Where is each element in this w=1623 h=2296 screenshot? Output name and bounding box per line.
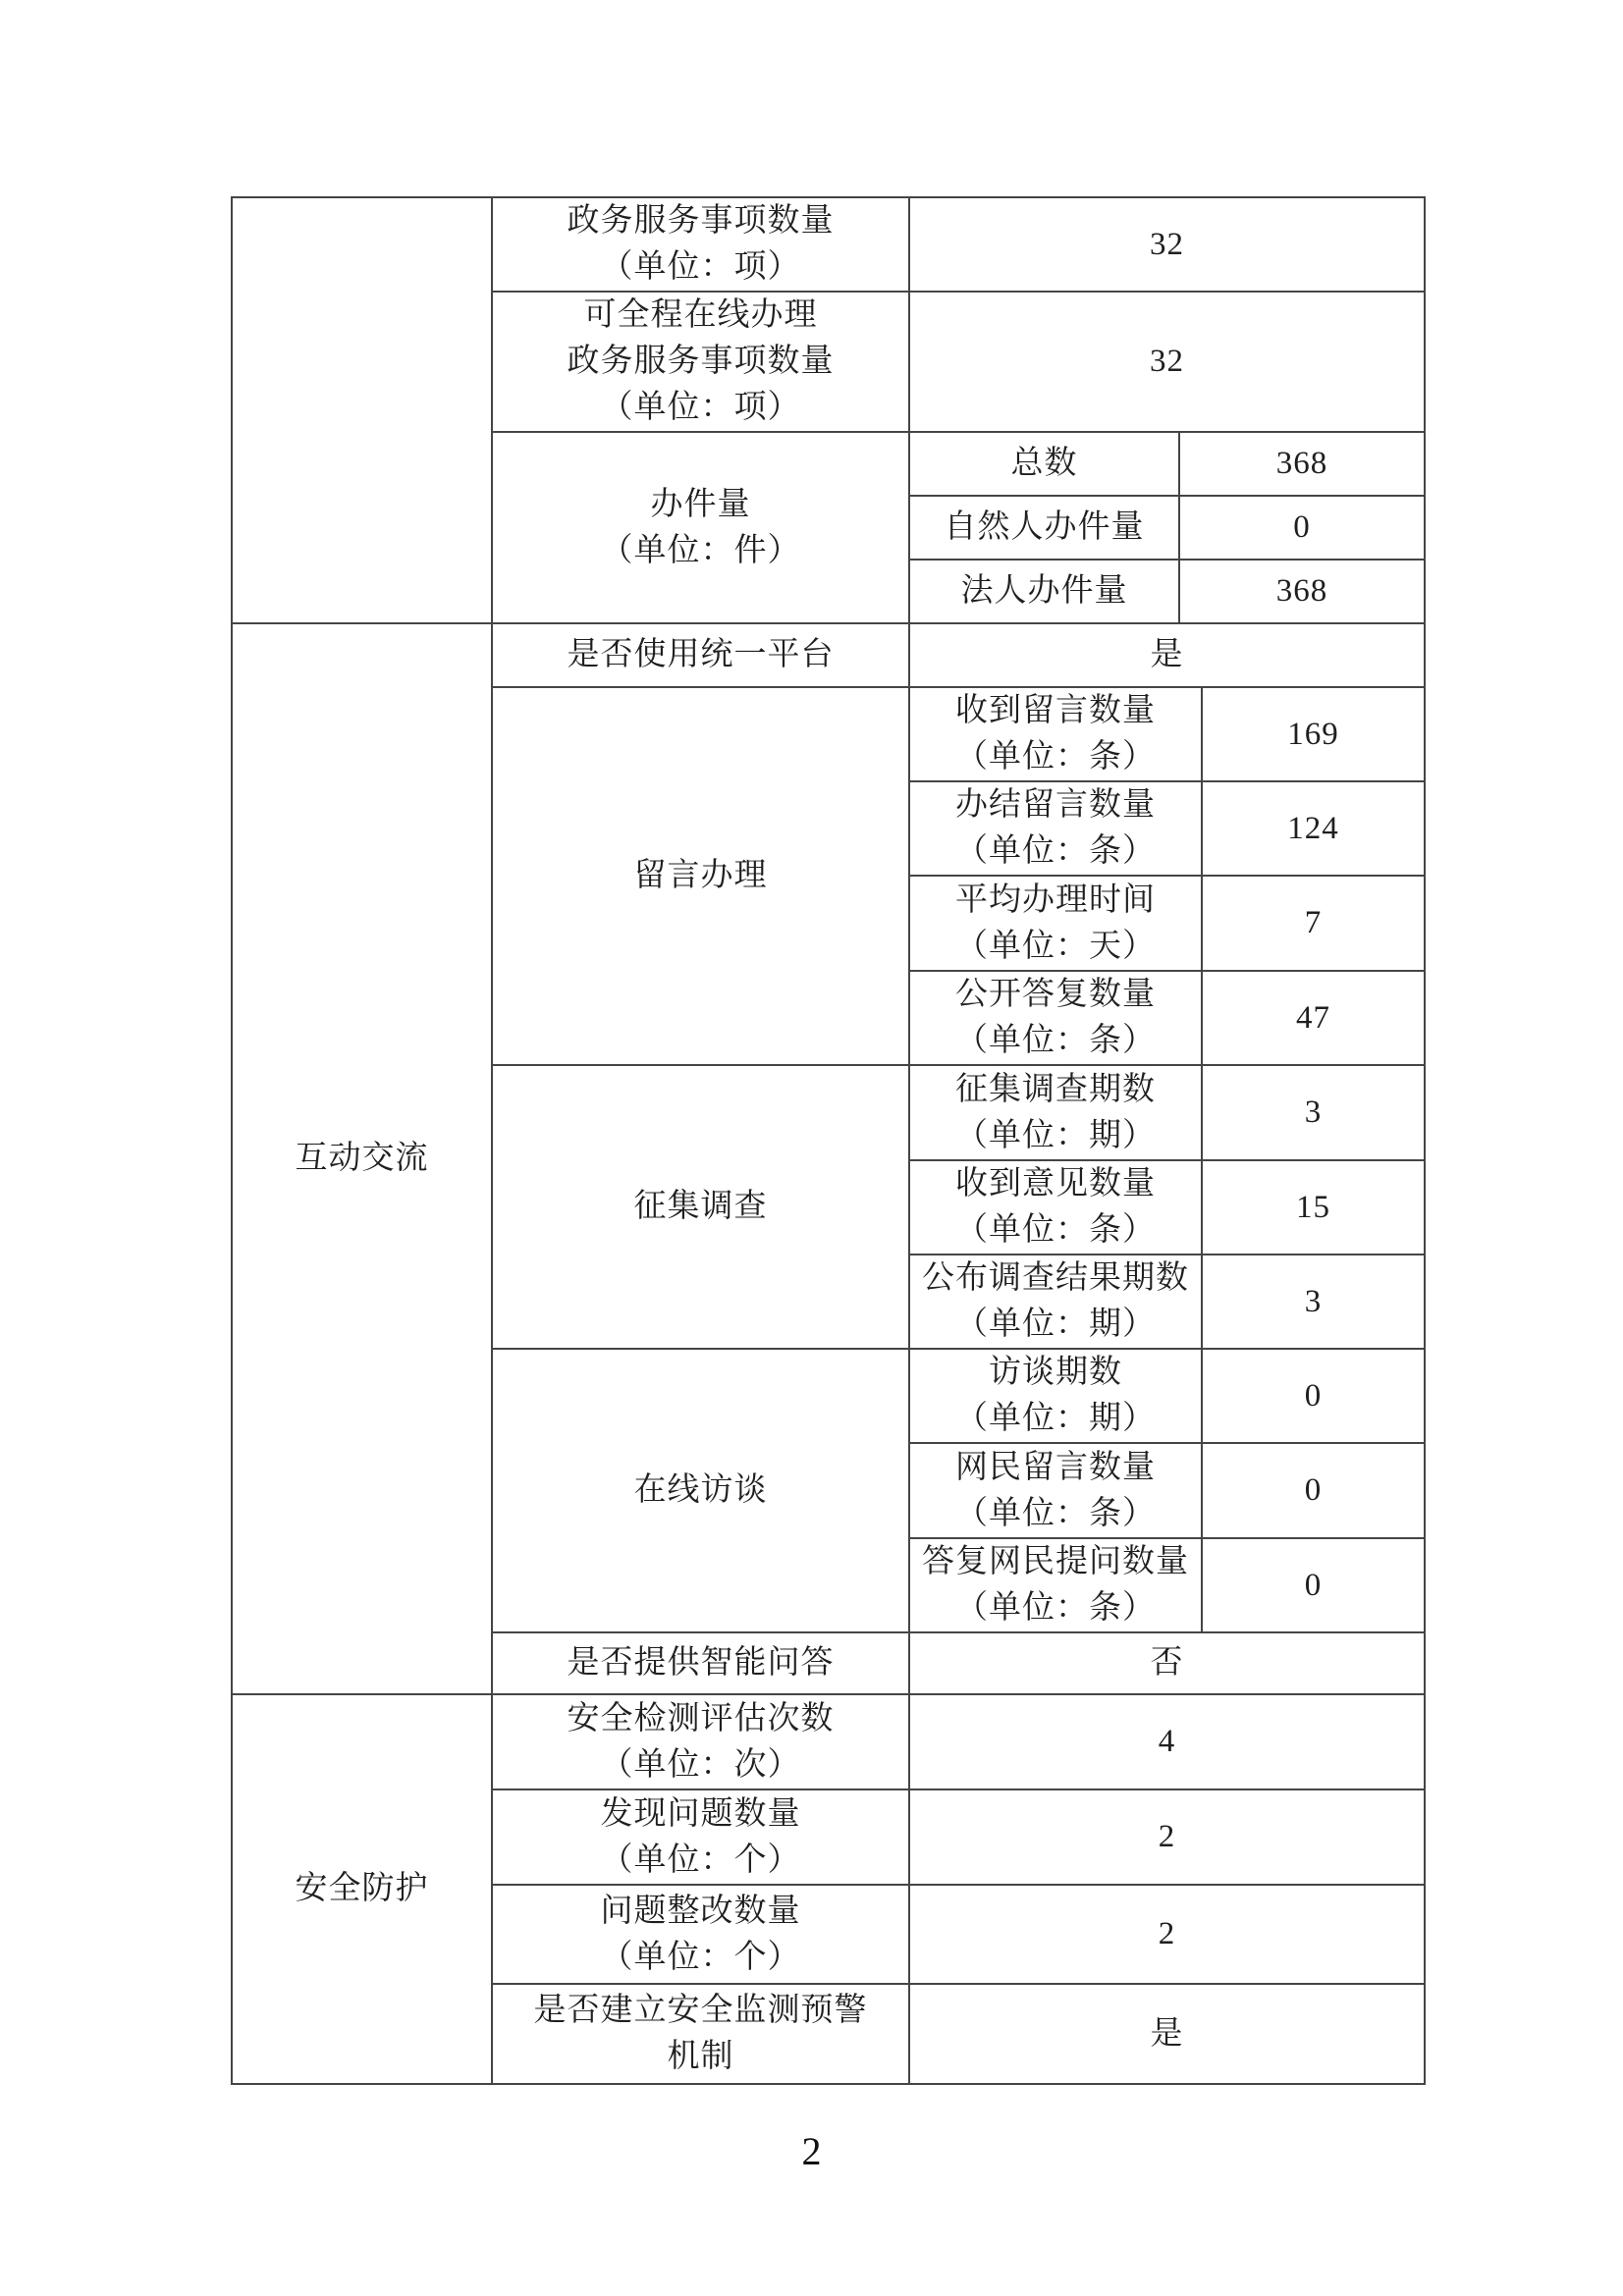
unit-line: （单位：条） (955, 1212, 1156, 1248)
label-line: 政务服务事项数量 (567, 344, 835, 379)
label-line: 收到意见数量 (955, 1166, 1156, 1201)
label-line: 可全程在线办理 (583, 297, 818, 333)
unit-line: （单位：期） (955, 1307, 1156, 1342)
label-line: 办结留言数量 (955, 787, 1156, 823)
cell-sublabel-opinions-received (909, 1160, 1202, 1255)
cell-sublabel-questions-answered (909, 1538, 1202, 1632)
cell-label-problems-rectified (492, 1885, 909, 1984)
cell-sublabel-natural-person: 自然人办件量 (909, 496, 1179, 560)
unit-line: （单位：项） (600, 390, 801, 425)
cell-subvalue-public-replies: 47 (1202, 971, 1425, 1065)
cell-subvalue-messages-resolved: 124 (1202, 781, 1425, 876)
cell-value-online-service-items: 32 (909, 292, 1425, 432)
cell-label-security-assessments (492, 1694, 909, 1789)
cell-value-unified-platform: 是 (909, 623, 1425, 687)
cell-subvalue-legal-person: 368 (1179, 560, 1425, 623)
label-line: 收到留言数量 (955, 693, 1156, 728)
label-line: 安全检测评估次数 (567, 1700, 835, 1736)
cell-sublabel-total: 总数 (909, 432, 1179, 496)
cell-label-case-volume (492, 432, 909, 623)
unit-line: （单位：个） (600, 1939, 801, 1975)
cell-label-monitoring-mechanism (492, 1984, 909, 2084)
table-row (232, 197, 1425, 292)
cell-sublabel-legal-person: 法人办件量 (909, 560, 1179, 623)
cell-sublabel-average-handling-time (909, 876, 1202, 971)
unit-line: （单位：条） (955, 833, 1156, 869)
cell-sublabel-messages-resolved (909, 781, 1202, 876)
cell-label-solicitation-survey: 征集调查 (492, 1065, 909, 1349)
cell-group-security: 安全防护 (232, 1694, 492, 2084)
cell-label-online-service-items (492, 292, 909, 432)
table-row (232, 1694, 1425, 1789)
cell-label-service-items (492, 197, 909, 292)
label-line: 机制 (667, 2039, 734, 2074)
unit-line: （单位：条） (955, 1495, 1156, 1531)
cell-sublabel-survey-results-published (909, 1255, 1202, 1349)
label-line: 发现问题数量 (600, 1795, 801, 1832)
cell-subvalue-total: 368 (1179, 432, 1425, 496)
cell-sublabel-interview-issues (909, 1349, 1202, 1443)
cell-sublabel-public-replies (909, 971, 1202, 1065)
cell-subvalue-average-handling-time: 7 (1202, 876, 1425, 971)
unit-line: （单位：期） (955, 1117, 1156, 1153)
unit-line: （单位：件） (600, 532, 801, 568)
cell-subvalue-interview-issues: 0 (1202, 1349, 1425, 1443)
unit-line: （单位：条） (955, 1590, 1156, 1626)
cell-label-unified-platform: 是否使用统一平台 (492, 623, 909, 687)
cell-subvalue-survey-results-published: 3 (1202, 1255, 1425, 1349)
report-table (231, 196, 1426, 2085)
cell-subvalue-netizen-messages: 0 (1202, 1443, 1425, 1538)
cell-subvalue-natural-person: 0 (1179, 496, 1425, 560)
label-line: 是否建立安全监测预警 (533, 1993, 868, 2028)
cell-group-interaction: 互动交流 (232, 623, 492, 1694)
cell-subvalue-opinions-received: 15 (1202, 1160, 1425, 1255)
label-line: 网民留言数量 (955, 1449, 1156, 1485)
label-line: 办件量 (650, 486, 751, 522)
unit-line: （单位：条） (955, 1023, 1156, 1058)
label-line: 访谈期数 (989, 1355, 1122, 1390)
cell-sublabel-survey-issues (909, 1065, 1202, 1160)
unit-line: （单位：天） (955, 928, 1156, 964)
label-line: 征集调查期数 (955, 1071, 1156, 1107)
unit-line: （单位：项） (600, 249, 801, 285)
cell-value-security-assessments: 4 (909, 1694, 1425, 1789)
cell-subvalue-messages-received: 169 (1202, 687, 1425, 781)
label-line: 答复网民提问数量 (922, 1544, 1189, 1579)
label-line: 公开答复数量 (955, 977, 1156, 1012)
cell-value-monitoring-mechanism: 是 (909, 1984, 1425, 2084)
page-number: 2 (801, 2129, 822, 2173)
cell-subvalue-survey-issues: 3 (1202, 1065, 1425, 1160)
label-line: 问题整改数量 (600, 1893, 801, 1929)
unit-line: （单位：次） (600, 1746, 801, 1783)
unit-line: （单位：个） (600, 1842, 801, 1878)
cell-value-service-items: 32 (909, 197, 1425, 292)
cell-subvalue-questions-answered: 0 (1202, 1538, 1425, 1632)
cell-sublabel-netizen-messages (909, 1443, 1202, 1538)
cell-label-online-interview: 在线访谈 (492, 1349, 909, 1632)
unit-line: （单位：期） (955, 1401, 1156, 1436)
table-row (232, 623, 1425, 687)
cell-sublabel-messages-received (909, 687, 1202, 781)
cell-label-problems-found (492, 1789, 909, 1885)
cell-label-message-handling: 留言办理 (492, 687, 909, 1065)
label-line: 公布调查结果期数 (922, 1260, 1189, 1296)
cell-value-problems-found: 2 (909, 1789, 1425, 1885)
label-line: 政务服务事项数量 (567, 203, 835, 239)
unit-line: （单位：条） (955, 739, 1156, 774)
label-line: 平均办理时间 (955, 881, 1156, 918)
cell-label-smart-qa: 是否提供智能问答 (492, 1632, 909, 1694)
cell-group-blank (232, 197, 492, 623)
cell-value-smart-qa: 否 (909, 1632, 1425, 1694)
cell-value-problems-rectified: 2 (909, 1885, 1425, 1984)
